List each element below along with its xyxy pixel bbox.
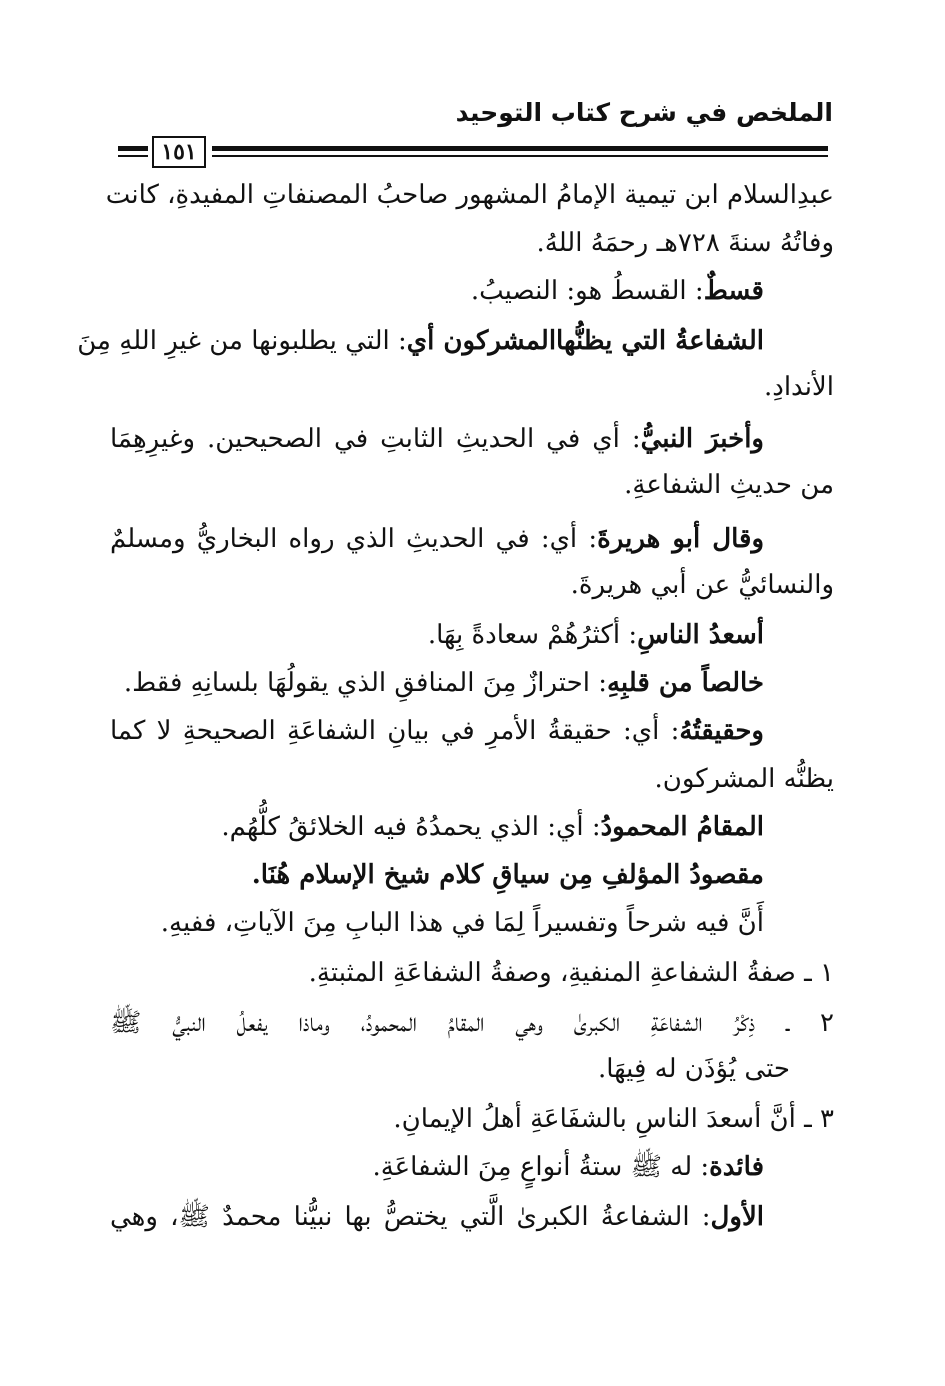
text-line: يظنُّه المشركون. [654, 764, 834, 794]
text-line: المقامُ المحمودُ: أي: الذي يحمدُهُ فيه الخلائقُ كلُّهُم. [221, 812, 764, 842]
header-rule-short-thick [118, 146, 148, 151]
list-item: ١ ـ صفةُ الشفاعةِ المنفيةِ، وصفةُ الشفاعَةِ المثبتةِ. [308, 958, 834, 988]
text-line: خالصاً من قلبِهِ: احترازٌ مِنَ المنافقِ الذي يقولُهَا بلسانِهِ فقط. [123, 668, 764, 698]
running-title: الملخص في شرح كتاب التوحيد [455, 98, 833, 127]
text-line: الشفاعةُ التي يظنُّهاالمشركون أي: التي يطلبونها من غيرِ اللهِ مِنَ [77, 326, 764, 356]
text-line: مقصودُ المؤلفِ مِن سياقِ كلام شيخ الإسلام هُنَا. [251, 860, 764, 890]
text-line: والنسائيُّ عن أبي هريرةَ. [570, 570, 834, 600]
text-line: الأندادِ. [763, 372, 834, 402]
text-line: الأول: الشفاعةُ الكبرىٰ الَّتي يختصُّ بها نبيُّنا محمدٌ ﷺ، وهي [110, 1202, 764, 1232]
text-line: فائدة: له ﷺ ستةُ أنواعٍ مِنَ الشفاعَةِ. [372, 1152, 764, 1182]
text-line: أسعدُ الناسِ: أكثرُهُمْ سعادةً بِهَا. [427, 620, 764, 650]
list-item: ٣ ـ أنَّ أسعدَ الناسِ بالشفَاعَةِ أهلُ الإيمانِ. [393, 1104, 834, 1134]
header-rule-thick [212, 146, 828, 151]
list-item: ٢ ـ ذِكْرُ الشفاعَةِ الكبرىٰ وهي المقامُ المحمودُ، وماذا يفعلُ النبيُّ ﷺ [110, 1008, 834, 1038]
text-line: وحقيقتُهُ: أي: حقيقةُ الأمرِ في بيانِ الشفاعَةِ الصحيحةِ لا كما [110, 716, 764, 746]
text-line: عبدِالسلام ابن تيمية الإمامُ المشهور صاحبُ المصنفاتِ المفيدةِ، كانت [105, 180, 834, 210]
text-line: من حديثِ الشفاعةِ. [624, 470, 834, 500]
header-rule-thin [212, 155, 828, 157]
text-line: حتى يُؤذَن له فِيهَا. [597, 1054, 790, 1084]
text-line: أَنَّ فيه شرحاً وتفسيراً لِمَا في هذا البابِ مِنَ الآياتِ، ففيهِ. [160, 908, 764, 938]
text-line: وقال أبو هريرةَ: أي: في الحديثِ الذي رواه البخاريُّ ومسلمٌ [110, 524, 764, 554]
text-line: وأخبرَ النبيُّ: أي في الحديثِ الثابتِ في الصحيحين. وغيرِهِمَا [110, 424, 764, 454]
header-rule-short-thin [118, 155, 148, 157]
text-line: قسطٌ: القسطُ هو: النصيبُ. [470, 276, 764, 306]
page-number: ١٥١ [152, 136, 206, 168]
text-line: وفاتُهُ سنةَ ٧٢٨هـ رحمَهُ اللهُ. [536, 228, 834, 258]
